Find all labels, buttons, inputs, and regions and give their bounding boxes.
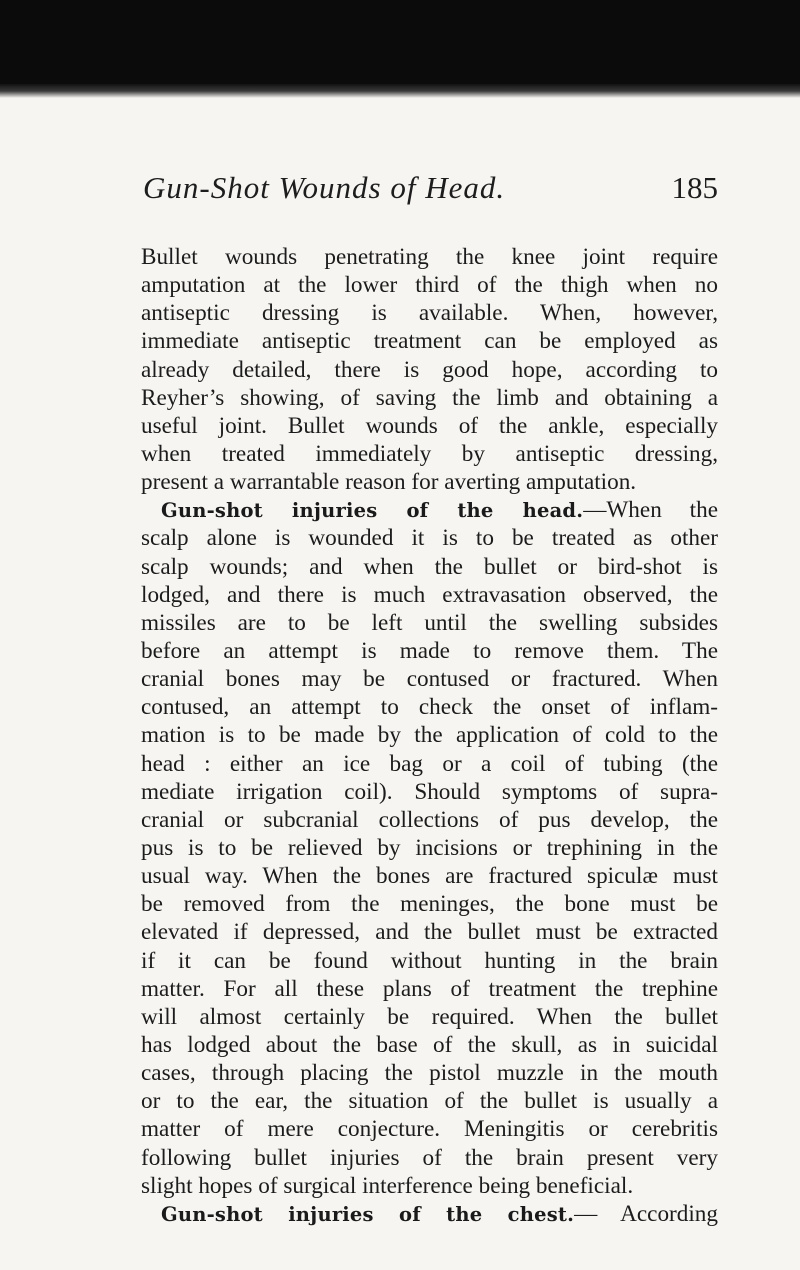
text-line: pus is to be relieved by incisions or trephining in the <box>141 834 718 861</box>
section-heading-continuation: — According <box>574 1200 718 1227</box>
page-top-shadow-edge <box>0 84 800 98</box>
text-line: cranial or subcranial collections of pus develop, the <box>141 806 718 833</box>
text-line: scalp wounds; and when the bullet or bird-shot is <box>141 553 718 580</box>
text-line: Bullet wounds penetrating the knee joint require <box>141 244 718 270</box>
text-line: amputation at the lower third of the thigh when no <box>141 272 718 299</box>
text-line: has lodged about the base of the skull, as in suicidal <box>141 1031 718 1058</box>
text-line: cases, through placing the pistol muzzle in the mouth <box>141 1060 718 1087</box>
text-line: antiseptic dressing is available. When, however, <box>141 300 718 327</box>
text-line: present a warrantable reason for averting amputation. <box>141 469 637 496</box>
running-title: Gun-Shot Wounds of Head. <box>143 170 506 205</box>
page-top-shadow <box>0 0 800 96</box>
text-line: mediate irrigation coil). Should symptoms of supra- <box>141 778 718 805</box>
text-line: matter. For all these plans of treatment the trephine <box>141 975 718 1002</box>
body-text <box>141 243 718 1228</box>
text-line: mation is to be made by the application of cold to the <box>141 722 718 749</box>
text-line: before an attempt is made to remove them. The <box>141 637 718 664</box>
text-line: lodged, and there is much extravasation observed, the <box>141 581 718 608</box>
section-heading: Gun-shot injuries of the head. <box>161 499 584 523</box>
text-line: elevated if depressed, and the bullet must be extracted <box>141 919 718 946</box>
text-line: already detailed, there is good hope, according to <box>141 356 718 383</box>
text-line: will almost certainly be required. When the bullet <box>141 1003 718 1030</box>
text-line: missiles are to be left until the swelling subsides <box>141 609 718 636</box>
text-line: following bullet injuries of the brain present very <box>141 1144 718 1171</box>
text-line: when treated immediately by antiseptic dressing, <box>141 440 718 467</box>
text-line: matter of mere conjecture. Meningitis or cerebritis <box>141 1116 718 1143</box>
running-head <box>143 170 718 220</box>
text-line: immediate antiseptic treatment can be employed as <box>141 328 718 355</box>
text-line: slight hopes of surgical interference being beneficial. <box>141 1172 634 1199</box>
text-line: or to the ear, the situation of the bullet is usually a <box>141 1088 718 1115</box>
text-line: if it can be found without hunting in the brain <box>141 947 718 974</box>
section-heading-line <box>141 1200 718 1228</box>
text-line: useful joint. Bullet wounds of the ankle, especially <box>141 412 718 439</box>
section-heading: Gun-shot injuries of the chest. <box>161 1202 575 1226</box>
text-line: Reyher’s showing, of saving the limb and obtaining a <box>141 384 718 411</box>
page-number: 185 <box>671 170 718 205</box>
text-line: be removed from the meninges, the bone must be <box>141 891 718 918</box>
text-line: usual way. When the bones are fractured spiculæ must <box>141 863 718 890</box>
text-line: head : either an ice bag or a coil of tubing (the <box>141 750 718 777</box>
section-heading-continuation: —When the <box>583 497 718 524</box>
text-line: contused, an attempt to check the onset of inflam- <box>141 694 718 721</box>
text-line: cranial bones may be contused or fractured. When <box>141 666 718 693</box>
text-line: scalp alone is wounded it is to be treated as other <box>141 525 718 552</box>
section-heading-line <box>141 496 718 524</box>
